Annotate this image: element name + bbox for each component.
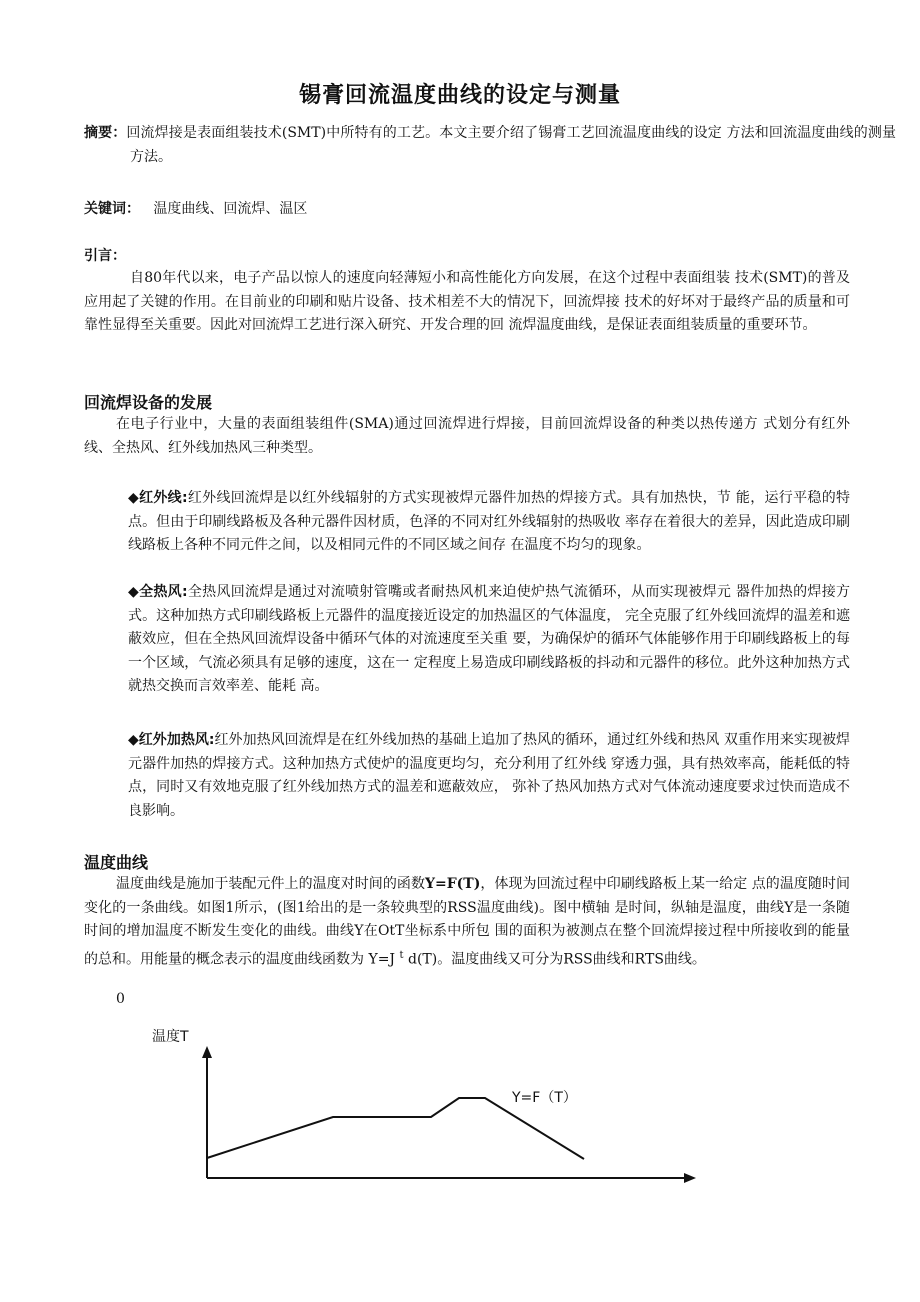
section2-text-a: 温度曲线是施加于装配元件上的温度对时间的函数 [116,876,425,892]
abstract-label: 摘要： [84,125,127,141]
keywords-label: 关键词： [84,201,140,217]
section1-text: 在电子行业中，大量的表面组装组件(SMA)通过回流焊进行焊接，目前回流焊设备的种类以热传递方 式划分有红外线、全热风、红外线加热风三种类型。 [84,416,850,456]
intro-text: 自80年代以来，电子产品以惊人的速度向轻薄短小和高性能化方向发展，在这个过程中表面组装 技术(SMT)的普及应用起了关键的作用。在目前业的印刷和贴片设备、技术相差不大的情况下，回流焊接 技术的好坏对于最终产品的质量和可靠性显得至关重要。因此对回流焊工艺进行深入研究、开发合理的回 流焊温度曲线，是保证表面组装质量的重要环节。 [84,270,850,333]
formula-yft: Y=F(T) [425,876,481,892]
item-infrared-hot-air-text: 红外加热风回流焊是在红外线加热的基础上追加了热风的循环，通过红外线和热风 双重作用来实现被焊元器件加热的焊接方式。这种加热方式使炉的温度更均匀，充分利用了红外线 穿透力强，具有热效率高，能耗低的特点，同时又有效地克服了红外线加热方式的温差和遮蔽效应， 弥补了热风加热方式对气体流动速度要求过快而造成不良影响。 [128,732,850,819]
integral-upper-limit: t [399,949,404,961]
section2-text [84,873,850,972]
section2-text-c: d(T)。温度曲线又可分为RSS曲线和RTS曲线。 [403,951,706,968]
temperature-curve-figure [0,1010,920,1230]
x-axis-arrow [684,1173,696,1183]
intro-label: 引言： [84,248,126,264]
item-hot-air-label: ◆全热风: [128,584,188,600]
curve-label: Y=F（T） [512,1090,577,1106]
keywords-text: 温度曲线、回流焊、温区 [153,201,308,217]
integral-lower-limit: 0 [116,991,125,1007]
section2-text-b: ，体现为回流过程中印刷线路板上某一给定 点的温度随时间变化的一条曲线。如图1所示，(图1给出的是一条较典型的RSS温度曲线)。图中横轴 是时间，纵轴是温度，曲线Y是一条随时间的增加温度不断发生变化的曲线。曲线Y在OtT坐标系中所包 围的面积为被测点在整个回流焊接过程中所接收到的能量的总和。用能量的概念表示的温度曲线函数为 Y=J [84,876,851,968]
item-infrared-label: ◆红外线: [128,490,188,506]
item-infrared-hot-air [128,729,850,823]
abstract-text: 回流焊接是表面组装技术(SMT)中所特有的工艺。本文主要介绍了锡膏工艺回流温度曲线的设定 方法和回流温度曲线的测量方法。 [126,125,896,165]
item-infrared-hot-air-label: ◆红外加热风: [128,732,215,748]
y-axis-label: 温度T [152,1029,189,1045]
y-axis-arrow [202,1046,212,1058]
temperature-curve [207,1098,584,1159]
keywords-paragraph [84,198,850,222]
section-heading-temperature-curve: 温度曲线 [84,853,149,872]
section-heading-reflow-equipment: 回流焊设备的发展 [84,393,213,412]
item-hot-air-text: 全热风回流焊是通过对流喷射管嘴或者耐热风机来迫使炉热气流循环，从而实现被焊元 器件加热的焊接方式。这种加热方式印刷线路板上元器件的温度接近设定的加热温区的气体温度， 完全克服了红外线回流焊的温差和遮蔽效应，但在全热风回流焊设备中循环气体的对流速度至关重 要，为确保炉的循环气体能够作用于印刷线路板上的每一个区域，气流必须具有足够的速度，这在一 定程度上易造成印刷线路板的抖动和元器件的移位。此外这种加热方式就热交换而言效率差、能耗 高。 [128,584,850,694]
item-infrared [128,487,850,558]
abstract-paragraph [84,122,896,169]
page-title: 锡膏回流温度曲线的设定与测量 [298,83,621,108]
item-hot-air [128,581,850,699]
item-infrared-text: 红外线回流焊是以红外线辐射的方式实现被焊元器件加热的焊接方式。具有加热快，节 能，运行平稳的特点。但由于印刷线路板及各种元器件因材质，色泽的不同对红外线辐射的热吸收 率存在着很大的差异，因此造成印刷线路板上各种不同元件之间，以及相同元件的不同区域之间存 在温度不均匀的现象。 [128,490,850,553]
